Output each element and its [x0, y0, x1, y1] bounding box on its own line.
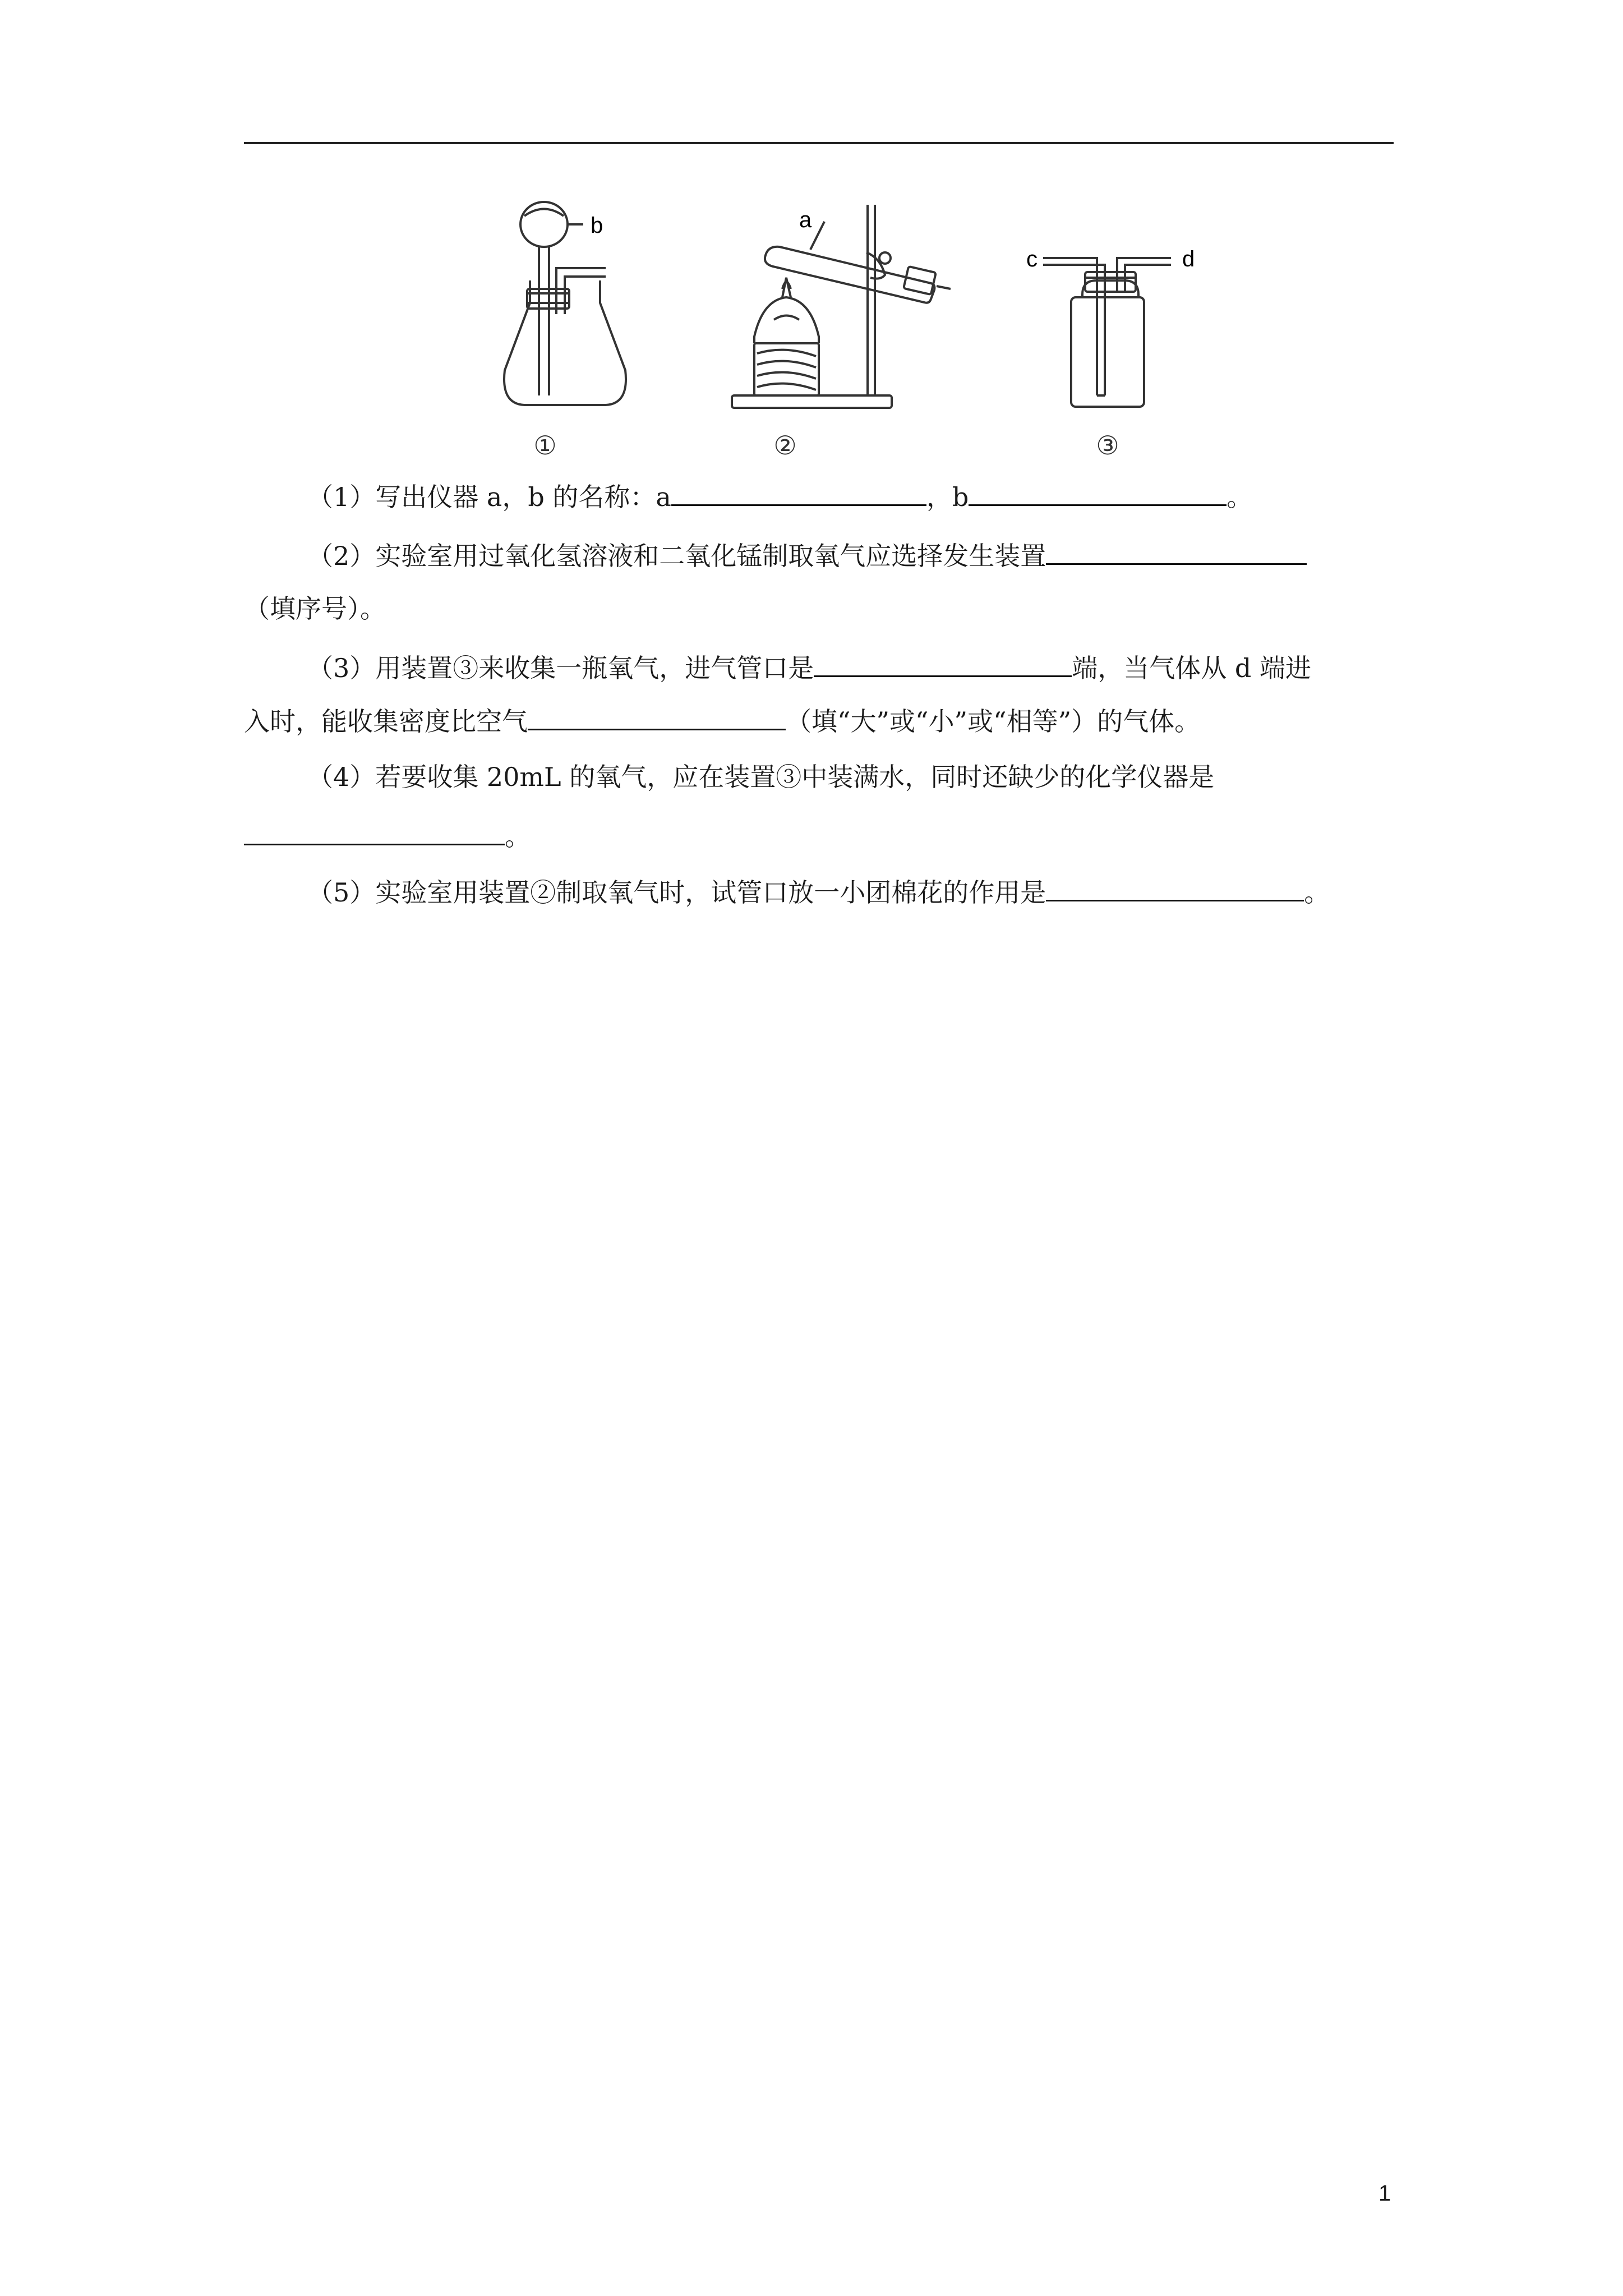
question-2	[307, 539, 1307, 573]
apparatus-number-3: ③	[1096, 430, 1119, 461]
label-a: a	[799, 208, 812, 232]
question-5-end: 。	[1304, 877, 1330, 908]
apparatus-2-heating-setup	[732, 205, 951, 408]
answer-blank-5[interactable]	[1046, 875, 1304, 901]
label-c: c	[1026, 247, 1038, 272]
apparatus-figure	[0, 0, 1623, 471]
question-4-number: （4）	[307, 762, 376, 792]
apparatus-1-flask	[504, 202, 626, 405]
question-5	[307, 875, 1330, 909]
question-3-text-c: 入时，能收集密度比空气	[244, 706, 528, 737]
question-1-number: （1）	[307, 482, 376, 512]
label-b: b	[591, 213, 603, 238]
apparatus-number-1: ①	[533, 430, 557, 461]
apparatus-number-2: ②	[773, 430, 797, 461]
question-4	[307, 760, 1214, 794]
question-3-text-d: （填“大”或“小”或“相等”）的气体。	[786, 706, 1201, 737]
question-4-end: 。	[505, 821, 531, 852]
question-1-text: 写出仪器 a，b 的名称：a	[375, 482, 671, 512]
page-number: 1	[1378, 2181, 1391, 2206]
question-2-line-2	[244, 592, 386, 625]
answer-blank-2[interactable]	[1046, 539, 1307, 565]
question-4-line-2	[244, 819, 531, 853]
label-d: d	[1182, 247, 1195, 272]
apparatus-3-gas-bottle	[1043, 258, 1171, 407]
question-1	[307, 480, 1252, 514]
apparatus-drawings	[0, 0, 1623, 471]
question-5-number: （5）	[307, 877, 376, 908]
answer-blank-1b[interactable]	[969, 480, 1227, 506]
question-3-number: （3）	[307, 653, 376, 683]
question-3-text-b: 端，当气体从 d 端进	[1072, 653, 1311, 683]
question-3-line-2	[244, 704, 1200, 738]
question-5-text: 实验室用装置②制取氧气时，试管口放一小团棉花的作用是	[375, 877, 1046, 908]
question-1-text-b: ，b	[926, 482, 969, 512]
question-3-text: 用装置③来收集一瓶氧气，进气管口是	[375, 653, 814, 683]
question-1-end: 。	[1227, 482, 1253, 512]
question-2-tail: （填序号）。	[244, 593, 386, 624]
question-3	[307, 651, 1311, 685]
question-2-text: 实验室用过氧化氢溶液和二氧化锰制取氧气应选择发生装置	[375, 541, 1046, 571]
answer-blank-1a[interactable]	[671, 480, 926, 506]
question-4-text: 若要收集 20mL 的氧气，应在装置③中装满水，同时还缺少的化学仪器是	[375, 762, 1215, 792]
answer-blank-3b[interactable]	[528, 704, 786, 730]
answer-blank-3a[interactable]	[814, 651, 1072, 677]
answer-blank-4[interactable]	[244, 819, 505, 845]
question-2-number: （2）	[307, 541, 376, 571]
